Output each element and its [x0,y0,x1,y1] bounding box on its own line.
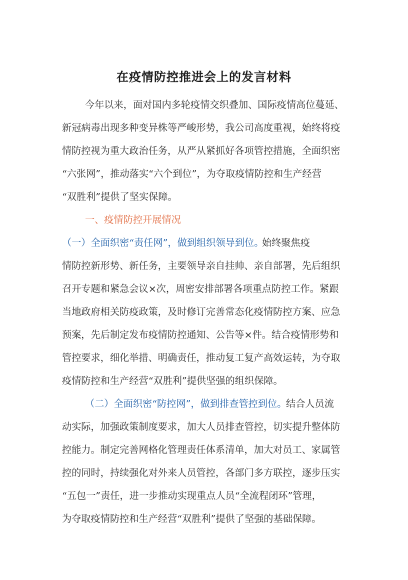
section-heading: 一、疫情防控开展情况 [85,215,181,226]
paragraph-line: “五包一”责任，进一步推动实现重点人员“全流程闭环”管理， [62,491,322,502]
paragraph-line: 新冠病毒出现多种变异株等严峻形势，我公司高度重视，始终将疫 [62,123,341,134]
paragraph-line: 情防控新形势、新任务，主要领导亲自挂帅、亲自部署，先后组织 [62,261,341,272]
paragraph-line: 召开专题和紧急会议×次，周密安排部署各项重点防控工作。紧跟 [62,284,339,295]
paragraph-line: 控能力。制定完善网格化管理责任体系清单，加大对员工、家属管 [62,445,341,456]
paragraph-line: “六张网”，推动落实“六个到位”，为夺取疫情防控和生产经营 [62,169,322,180]
subsection-heading: （一）全面织密“责任网”，做到组织领导到位。 [62,238,264,249]
paragraph-line: 为夺取疫情防控和生产经营“双胜利”提供了坚强的基础保障。 [62,514,322,525]
paragraph-line: 动实际，加强政策制度要求，加大人员排查管控，切实提升整体防 [62,422,341,433]
paragraph-line: 当地政府相关防疫政策，及时修订完善常态化疫情防控方案、应急 [62,307,341,318]
paragraph-line: 情防控视为重大政治任务，从严从紧抓好各项管控措施，全面织密 [62,146,341,157]
paragraph-line: 始终聚焦疫 [262,238,310,249]
paragraph-line: 控的同时，持续强化对外来人员管控，各部门多方联控，逐步压实 [62,468,341,479]
paragraph-line: 结合人员流 [286,399,334,410]
paragraph-line: 今年以来，面对国内多轮疫情交织叠加、国际疫情高位蔓延、 [85,100,345,111]
paragraph-line: 管控要求，细化举措、明确责任，推动复工复产高效运转，为夺取 [62,353,341,364]
paragraph-line: “双胜利”提供了坚实保障。 [62,192,178,203]
document-title: 在疫情防控推进会上的发言材料 [116,70,292,84]
subsection-heading: （二）全面织密“防控网”，做到排查管控到位。 [85,399,287,410]
paragraph-line: 疫情防控和生产经营“双胜利”提供坚强的组织保障。 [62,376,283,387]
paragraph-line: 预案，先后制定发布疫情防控通知、公告等×件。结合疫情形势和 [62,330,339,341]
